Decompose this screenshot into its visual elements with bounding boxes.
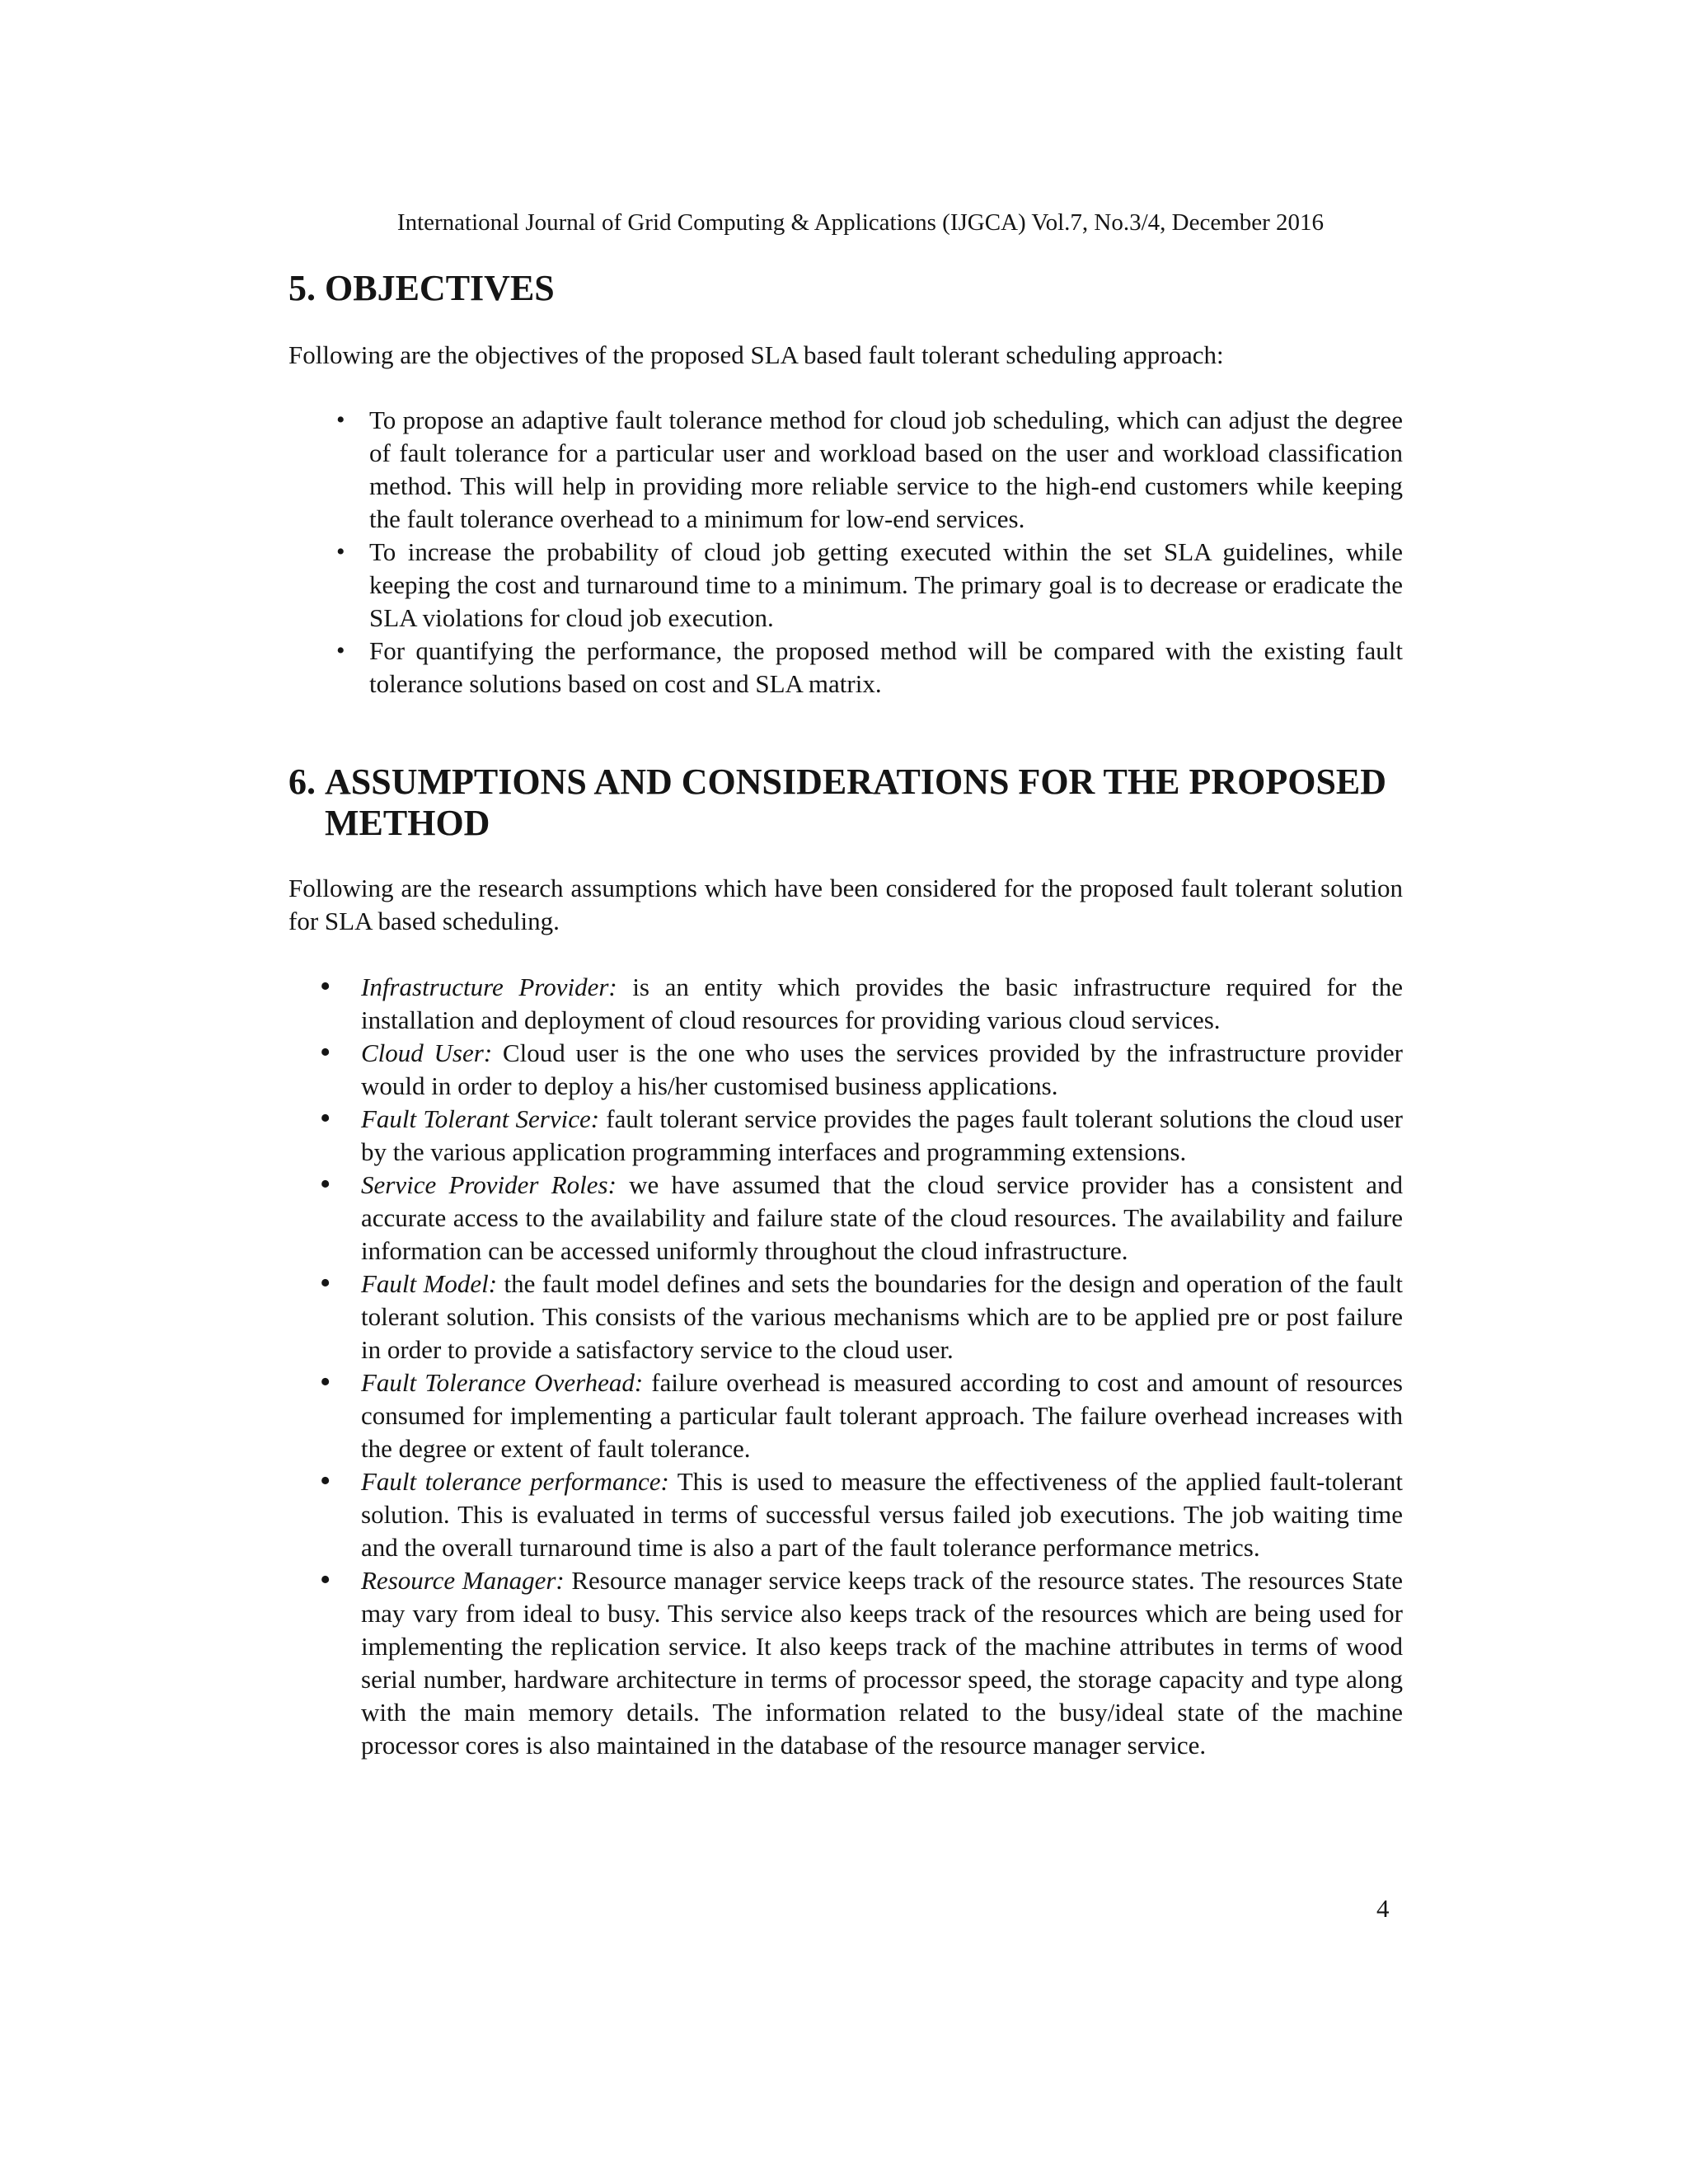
assumption-text: the fault model defines and sets the boundaries for the design and operation of the fault tolerant solution. This consists of the various mechanisms which are to be applied pre or post failure in order to provide a satisfactory service to the cloud user. bbox=[361, 1269, 1403, 1364]
assumption-text: is an entity which provides the basic infrastructure required for the installation and deployment of cloud resources for providing various cloud services. bbox=[361, 972, 1403, 1034]
page-number: 4 bbox=[1376, 1894, 1390, 1923]
section-5-number: 5. bbox=[288, 268, 316, 308]
assumption-term: Fault Tolerant Service: bbox=[361, 1104, 600, 1133]
bullet-icon: • bbox=[320, 1464, 331, 1498]
list-item bbox=[320, 1266, 1403, 1366]
journal-header: International Journal of Grid Computing & Applications (IJGCA) Vol.7, No.3/4, December 2016 bbox=[396, 209, 1325, 236]
list-item bbox=[320, 1563, 1403, 1762]
assumption-term: Resource Manager: bbox=[361, 1566, 565, 1595]
assumption-term: Fault Tolerance Overhead: bbox=[361, 1368, 644, 1397]
list-item bbox=[320, 1101, 1403, 1169]
assumption-text: Resource manager service keeps track of the resource states. The resources State may vary from ideal to busy. This service also keeps track of the resources which are being used for implementing the replication service. It also keeps track of the machine attributes in terms of wood serial number, hardware architecture in terms of processor speed, the storage capacity and type along with the main memory details. The information related to the busy/ideal state of the machine processor cores is also maintained in the database of the resource manager service. bbox=[361, 1566, 1403, 1760]
list-item bbox=[336, 635, 1403, 701]
assumption-term: Service Provider Roles: bbox=[361, 1170, 617, 1199]
assumption-term: Fault Model: bbox=[361, 1269, 498, 1298]
bullet-icon: • bbox=[336, 538, 345, 565]
objective-text: To propose an adaptive fault tolerance method for cloud job scheduling, which can adjust the degree of fault tolerance for a particular user and workload based on the user and workload classification method. This will help in providing more reliable service to the high-end customers while keeping the fault tolerance overhead to a minimum for low-end services. bbox=[369, 405, 1403, 533]
bullet-icon: • bbox=[320, 969, 331, 1004]
list-item bbox=[320, 1167, 1403, 1268]
bullet-icon: • bbox=[320, 1563, 331, 1597]
section-6-intro: Following are the research assumptions which have been considered for the proposed fault tolerant solution for SLA based scheduling. bbox=[288, 874, 1403, 935]
assumption-text: failure overhead is measured according to cost and amount of resources consumed for implementing a particular fault tolerant approach. The failure overhead increases with the degree or extent of fault tolerance. bbox=[361, 1368, 1403, 1463]
list-item bbox=[336, 404, 1403, 536]
section-6-number: 6. bbox=[288, 762, 316, 802]
section-6-title-line2: METHOD bbox=[325, 803, 490, 843]
objective-text: To increase the probability of cloud job getting executed within the set SLA guidelines, while keeping the cost and turnaround time to a minimum. The primary goal is to decrease or eradicate the SLA violations for cloud job execution. bbox=[369, 537, 1403, 632]
objective-text: For quantifying the performance, the proposed method will be compared with the existing fault tolerance solutions based on cost and SLA matrix. bbox=[369, 636, 1403, 698]
bullet-icon: • bbox=[320, 1266, 331, 1301]
bullet-icon: • bbox=[336, 637, 345, 664]
assumption-term: Fault tolerance performance: bbox=[361, 1467, 669, 1496]
section-6-heading bbox=[288, 762, 1403, 844]
section-5-heading bbox=[288, 268, 1403, 309]
assumption-text: Cloud user is the one who uses the services provided by the infrastructure provider would in order to deploy a his/her customised business applications. bbox=[361, 1038, 1404, 1100]
section-5-intro: Following are the objectives of the proposed SLA based fault tolerant scheduling approach: bbox=[288, 340, 1224, 369]
list-item bbox=[320, 1365, 1403, 1465]
section-6-title-line1: ASSUMPTIONS AND CONSIDERATIONS FOR THE PROPOSED bbox=[325, 762, 1387, 802]
objectives-list bbox=[336, 404, 1403, 701]
bullet-icon: • bbox=[336, 406, 345, 434]
bullet-icon: • bbox=[320, 1101, 331, 1136]
bullet-icon: • bbox=[320, 1035, 331, 1070]
bullet-icon: • bbox=[320, 1167, 331, 1202]
assumption-term: Cloud User: bbox=[361, 1038, 493, 1067]
assumption-text: we have assumed that the cloud service provider has a consistent and accurate access to the availability and failure state of the cloud resources. The availability and failure information can be accessed uniformly throughout the cloud infrastructure. bbox=[361, 1170, 1403, 1265]
list-item bbox=[336, 536, 1403, 635]
assumption-text: fault tolerant service provides the pages fault tolerant solutions the cloud user by the various application programming interfaces and programming extensions. bbox=[361, 1104, 1403, 1166]
assumptions-list bbox=[320, 969, 1404, 1762]
bullet-icon: • bbox=[320, 1365, 331, 1399]
list-item bbox=[320, 1464, 1403, 1564]
assumption-term: Infrastructure Provider: bbox=[361, 972, 617, 1001]
list-item bbox=[320, 1035, 1404, 1103]
list-item bbox=[320, 969, 1403, 1037]
section-5-title: OBJECTIVES bbox=[325, 268, 555, 308]
assumption-text: This is used to measure the effectiveness of the applied fault-tolerant solution. This is evaluated in terms of successful versus failed job executions. The job waiting time and the overall turnaround time is also a part of the fault tolerance performance metrics. bbox=[361, 1467, 1403, 1562]
